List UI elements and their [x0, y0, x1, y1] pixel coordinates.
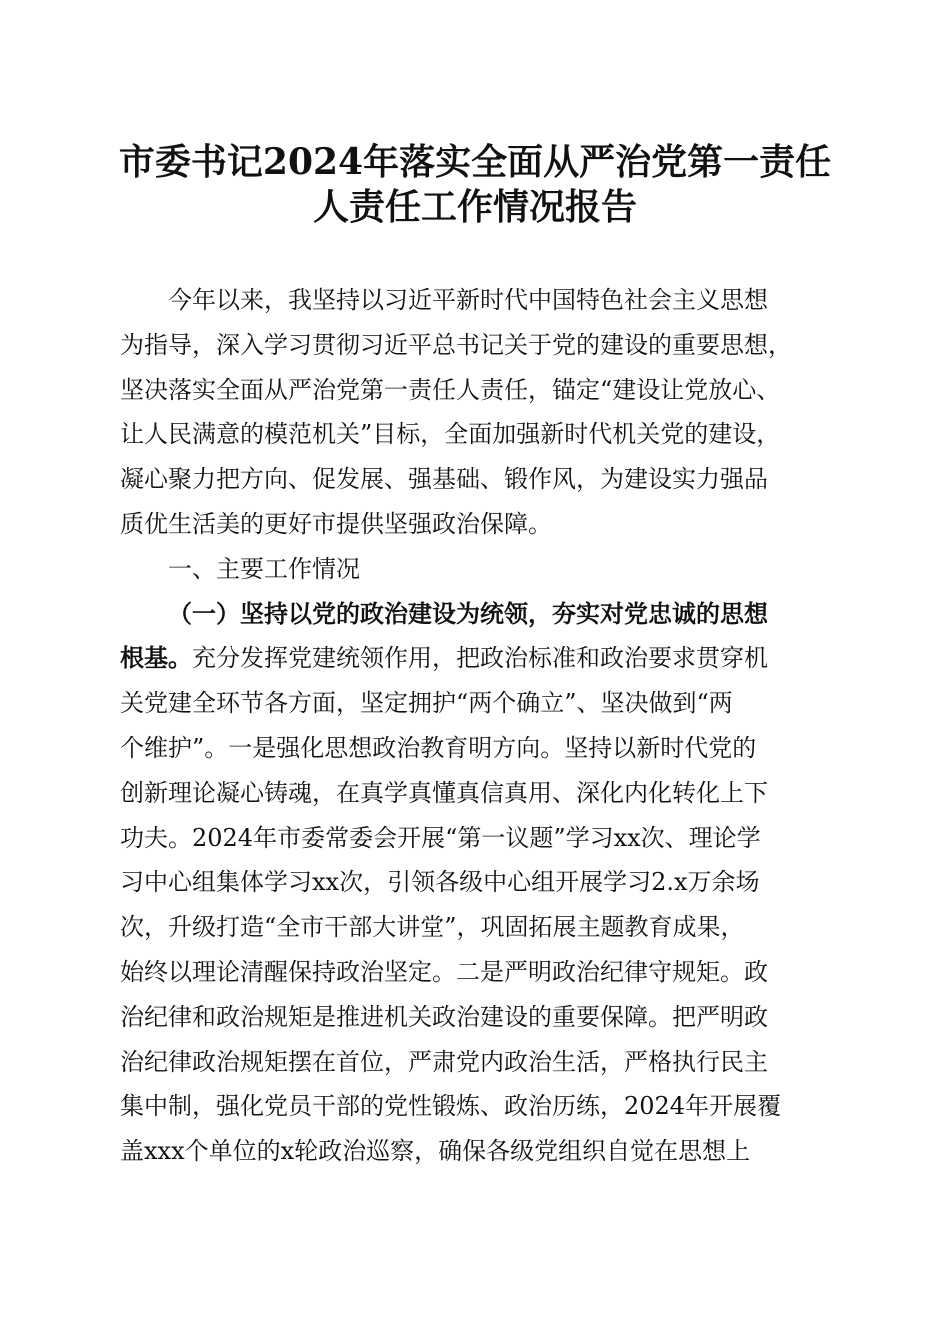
- paragraph-line: 功夫。2024年市委常委会开展“第一议题”学习xx次、理论学: [120, 823, 761, 852]
- paragraph-line: 坚决落实全面从严治党第一责任人责任，锚定“建设让党放心、: [120, 375, 781, 404]
- paragraph-line: 习中心组集体学习xx次，引领各级中心组开展学习2.x万余场: [120, 868, 760, 897]
- paragraph-line: 凝心聚力把方向、促发展、强基础、锻作风，为建设实力强品: [120, 465, 768, 494]
- paragraph-line: 质优生活美的更好市提供坚强政治保障。: [120, 509, 552, 538]
- paragraph-line: 个维护”。一是强化思想政治教育明方向。坚持以新时代党的: [120, 733, 757, 762]
- title-line-2: 人责任工作情况报告: [312, 186, 637, 228]
- section-heading: 一、主要工作情况: [168, 554, 360, 583]
- paragraph-line: 创新理论凝心铸魂，在真学真懂真信真用、深化内化转化上下: [120, 778, 768, 807]
- subsection-heading-end: 根基。: [120, 643, 192, 673]
- title-line-1: 市委书记2024年落实全面从严治党第一责任: [118, 141, 832, 183]
- paragraph-line: 治纪律和政治规矩是推进机关政治建设的重要保障。把严明政: [120, 1002, 768, 1031]
- subsection-heading: （一）坚持以党的政治建设为统领，夯实对党忠诚的思想: [168, 598, 768, 628]
- paragraph-line: 集中制，强化党员干部的党性锻炼、政治历练，2024年开展覆: [120, 1092, 782, 1121]
- paragraph-line: 关党建全环节各方面，坚定拥护“两个确立”、坚决做到“两: [120, 689, 733, 718]
- document-body: [120, 278, 840, 1174]
- document-title: [100, 140, 850, 230]
- paragraph-line: 盖xxx个单位的x轮政治巡察，确保各级党组织自觉在思想上: [120, 1137, 751, 1166]
- paragraph-line: 今年以来，我坚持以习近平新时代中国特色社会主义思想: [168, 286, 768, 314]
- paragraph-line: 始终以理论清醒保持政治坚定。二是严明政治纪律守规矩。政: [120, 957, 768, 986]
- paragraph-line: [120, 636, 840, 681]
- paragraph-line: 次，升级打造“全市干部大讲堂”，巩固拓展主题教育成果，: [120, 913, 745, 942]
- paragraph-text: 充分发挥党建统领作用，把政治标准和政治要求贯穿机: [192, 644, 768, 673]
- paragraph-line: 为指导，深入学习贯彻习近平总书记关于党的建设的重要思想，: [120, 330, 792, 359]
- paragraph-line: 让人民满意的模范机关”目标，全面加强新时代机关党的建设，: [120, 420, 781, 449]
- paragraph-line: 治纪律政治规矩摆在首位，严肃党内政治生活，严格执行民主: [120, 1047, 768, 1076]
